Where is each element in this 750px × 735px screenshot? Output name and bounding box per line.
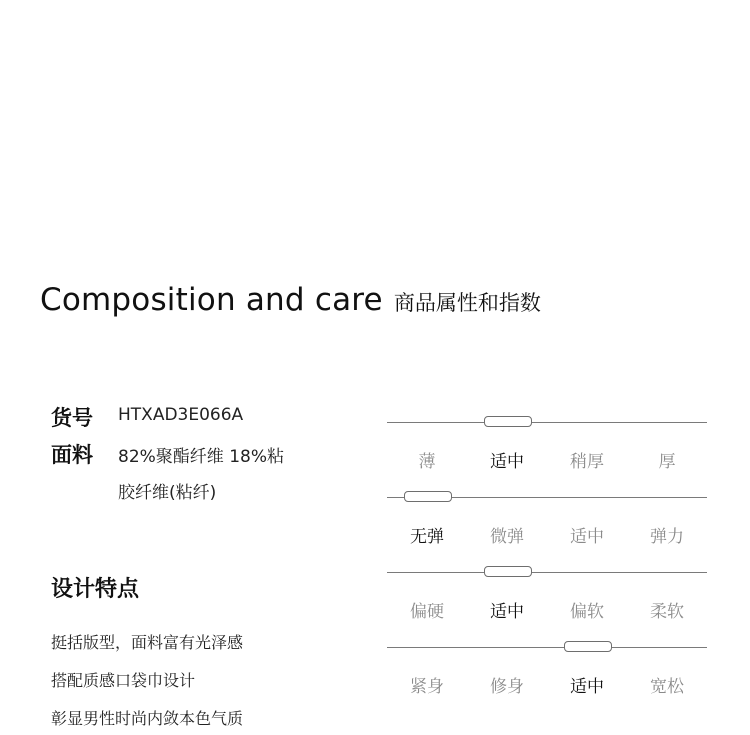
fabric-label: 面料 — [51, 443, 93, 467]
fit-scale — [387, 647, 707, 707]
scale-option: 适中 — [490, 602, 524, 622]
scale-option: 薄 — [418, 452, 436, 472]
section-title-en: Composition and care — [40, 282, 383, 318]
scale-option: 适中 — [570, 527, 604, 547]
scale-slider-handle[interactable] — [484, 566, 532, 577]
section-title — [40, 282, 541, 318]
scale-option: 偏硬 — [410, 602, 444, 622]
scale-option: 稍厚 — [570, 452, 604, 472]
scale-option: 无弹 — [410, 527, 444, 547]
feature-item: 彰显男性时尚内敛本色气质 — [51, 709, 244, 728]
feature-item: 搭配质感口袋巾设计 — [51, 671, 196, 690]
fabric-value-line2: 胶纤维(粘纤) — [118, 483, 217, 503]
scale-option: 厚 — [658, 452, 676, 472]
scale-option: 宽松 — [650, 677, 684, 697]
scale-option: 适中 — [490, 452, 524, 472]
scale-option: 微弹 — [490, 527, 524, 547]
softness-scale — [387, 572, 707, 632]
scale-option: 柔软 — [650, 602, 684, 622]
scale-slider-handle[interactable] — [564, 641, 612, 652]
scale-option: 弹力 — [650, 527, 684, 547]
sku-value: HTXAD3E066A — [118, 405, 244, 425]
elasticity-scale — [387, 497, 707, 557]
features-title: 设计特点 — [51, 577, 140, 602]
scale-option: 适中 — [570, 677, 604, 697]
thickness-scale — [387, 422, 707, 482]
scale-line — [387, 647, 707, 648]
scale-option: 偏软 — [570, 602, 604, 622]
section-title-cn: 商品属性和指数 — [393, 291, 541, 315]
scale-line — [387, 422, 707, 423]
fabric-value-line1: 82%聚酯纤维 18%粘 — [118, 447, 284, 467]
sku-label: 货号 — [51, 406, 93, 430]
scale-option: 紧身 — [410, 677, 444, 697]
scale-slider-handle[interactable] — [484, 416, 532, 427]
scale-slider-handle[interactable] — [404, 491, 452, 502]
scale-line — [387, 572, 707, 573]
feature-item: 挺括版型，面料富有光泽感 — [51, 633, 244, 652]
scale-option: 修身 — [490, 677, 524, 697]
